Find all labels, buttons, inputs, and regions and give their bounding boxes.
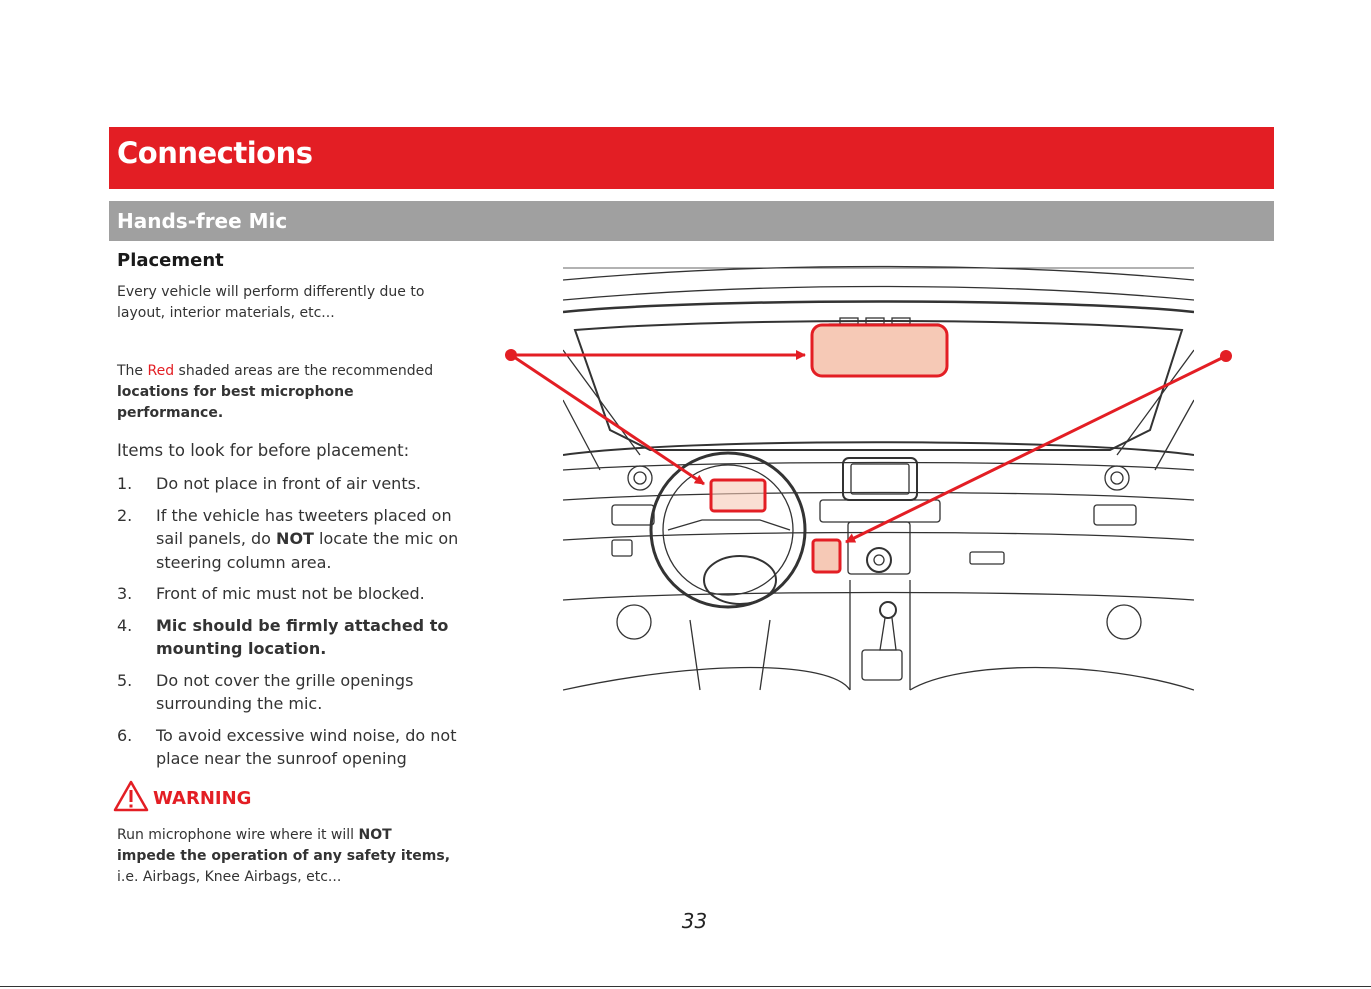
- list-item-number: 5.: [117, 670, 133, 690]
- red-word: Red: [147, 363, 175, 379]
- title-bar: [109, 127, 1274, 189]
- section-title: Hands-free Mic: [117, 209, 288, 233]
- list-item: [117, 669, 462, 716]
- section-bar: [109, 201, 1274, 241]
- red-area-note: [117, 361, 457, 424]
- placement-checklist: [117, 472, 462, 779]
- placement-heading: Placement: [117, 250, 224, 271]
- placement-intro-line1: Every vehicle will perform differently due to: [117, 284, 425, 300]
- list-item: [117, 614, 462, 661]
- car-interior-illustration: [500, 255, 1240, 700]
- list-item-text-end: locate the mic on steering column area.: [156, 529, 459, 572]
- steering-column-mic-zone: [711, 480, 765, 511]
- bottom-rule: [0, 986, 1371, 987]
- arrow-to-steering-column: [511, 355, 704, 484]
- page-number: 33: [681, 909, 708, 933]
- list-item: [117, 504, 462, 575]
- list-item-text: Front of mic must not be blocked.: [156, 584, 425, 603]
- list-item-number: 1.: [117, 474, 133, 493]
- warning-heading: [113, 780, 251, 816]
- red-note-bold-line: locations for best microphone performance.: [117, 384, 354, 421]
- list-item: [117, 724, 462, 771]
- warning-bold-line: impede the operation of any safety items,: [117, 848, 451, 864]
- placement-intro: [117, 282, 457, 324]
- list-item-text: Do not cover the grille openings surrounding the mic.: [156, 670, 414, 713]
- mirror-mic-zone: [812, 325, 947, 376]
- list-item-text: To avoid excessive wind noise, do not place near the sunroof opening: [156, 725, 457, 768]
- items-intro: Items to look for before placement:: [117, 441, 410, 460]
- list-item-number: 2.: [117, 505, 133, 525]
- warning-triangle-icon: [113, 780, 149, 817]
- red-note-middle: shaded areas are the recommended: [174, 363, 434, 379]
- warning-not: NOT: [358, 827, 392, 843]
- warning-label: WARNING: [153, 787, 252, 809]
- warning-last-line: i.e. Airbags, Knee Airbags, etc...: [117, 869, 342, 885]
- list-item-number: 4.: [117, 615, 133, 635]
- list-item-number: 3.: [117, 584, 133, 603]
- page-title: Connections: [117, 136, 313, 170]
- list-item-number: 6.: [117, 725, 133, 745]
- list-item: [117, 472, 462, 496]
- red-note-prefix: The: [117, 363, 148, 379]
- list-item: [117, 582, 462, 606]
- center-console-mic-zone: [813, 540, 840, 572]
- list-item-text: Do not place in front of air vents.: [156, 474, 422, 493]
- warning-text: [117, 825, 477, 888]
- callout-dot-right: [1220, 350, 1232, 362]
- list-item-bold: NOT: [276, 529, 314, 548]
- list-item-text: If the vehicle has tweeters placed on sail panels, do: [156, 505, 452, 548]
- callout-dot-left: [505, 349, 517, 361]
- list-item-text: Mic should be firmly attached to mounting location.: [156, 615, 449, 658]
- placement-intro-line2: layout, interior materials, etc...: [117, 305, 335, 321]
- warning-text-start: Run microphone wire where it will: [117, 827, 359, 843]
